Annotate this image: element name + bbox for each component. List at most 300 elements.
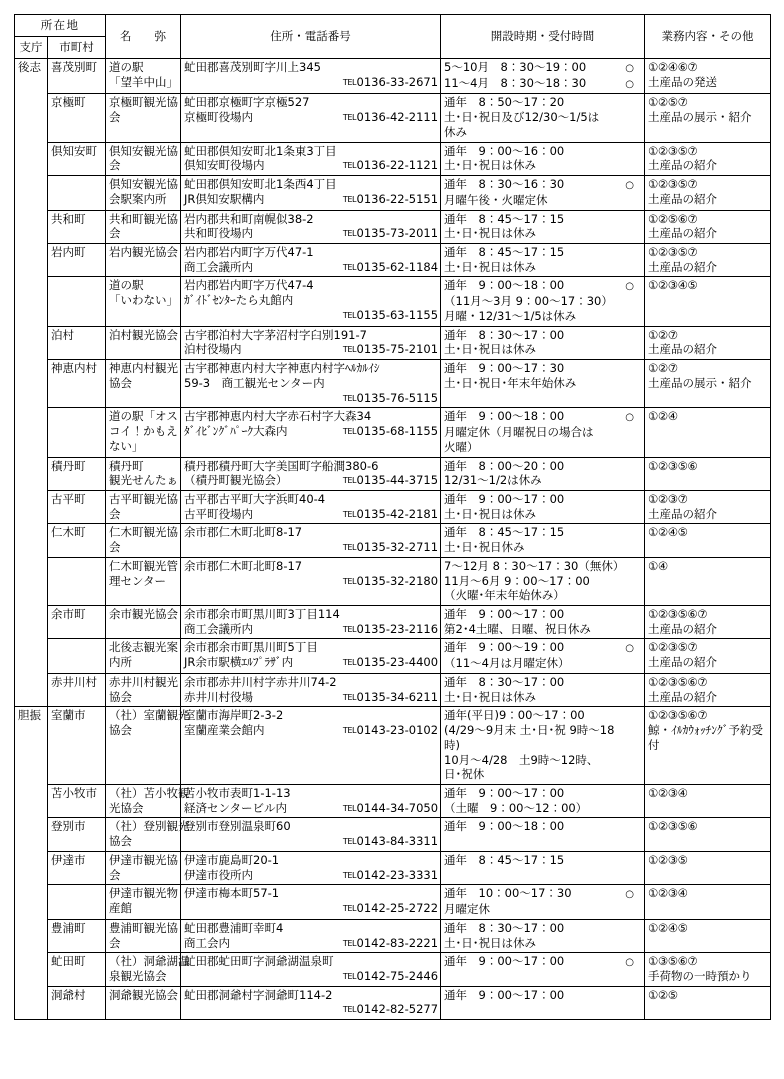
hours-line xyxy=(444,473,642,488)
service-code-marks: ①②④ xyxy=(648,409,678,424)
hours-line xyxy=(444,753,642,768)
address-text: 伊達市鹿島町20-1 xyxy=(184,852,280,867)
table-row xyxy=(15,707,771,785)
cell-facility-name xyxy=(106,94,181,142)
header-services: 業務内容・その他 xyxy=(645,15,771,59)
hours-line xyxy=(444,125,642,140)
telephone-icon: TEL xyxy=(342,194,357,204)
address-line xyxy=(184,278,438,293)
address-text: JR倶知安駅構内 xyxy=(184,191,265,206)
cell-city: 喜茂別町 xyxy=(48,58,106,94)
service-note: 土産品の紹介 xyxy=(648,259,718,274)
service-note: 土産品の紹介 xyxy=(648,506,718,521)
cell-facility-name xyxy=(106,277,181,326)
phone-number: TEL0135-76-5115 xyxy=(342,390,439,405)
address-line xyxy=(184,640,438,655)
address-line xyxy=(184,675,438,690)
telephone-icon: TEL xyxy=(342,77,357,87)
address-text: 泊村役場内 xyxy=(184,342,242,357)
hours-line xyxy=(444,425,642,440)
address-line xyxy=(184,245,438,260)
hours-text: 通年(平日)9：00～17：00 xyxy=(444,708,585,723)
service-code-marks: ①②③⑤⑥⑦ xyxy=(648,674,708,689)
hours-line xyxy=(444,328,642,343)
phone-number: TEL0135-73-2011 xyxy=(342,226,439,241)
hours-line xyxy=(444,409,642,425)
hours-line xyxy=(444,226,642,241)
cell-facility-name xyxy=(106,639,181,674)
hours-text: 土･日･祝日休み xyxy=(444,540,525,555)
cell-hours xyxy=(441,94,645,142)
service-code-marks: ①④ xyxy=(648,558,668,573)
cell-services xyxy=(645,639,771,674)
address-line xyxy=(184,901,438,916)
cell-hours xyxy=(441,707,645,785)
table-row xyxy=(15,326,771,359)
phone-number: TEL0135-62-1184 xyxy=(342,259,439,274)
hours-text: 土･日･祝日は休み xyxy=(444,259,537,274)
address-line xyxy=(184,690,438,705)
address-text: 室蘭市海岸町2-3-2 xyxy=(184,708,284,723)
cell-address xyxy=(181,986,441,1019)
telephone-icon: TEL xyxy=(342,262,357,272)
cell-address xyxy=(181,784,441,817)
cell-facility-name xyxy=(106,360,181,408)
telephone-icon: TEL xyxy=(342,113,357,123)
address-line xyxy=(184,60,438,75)
cell-address xyxy=(181,210,441,243)
cell-address xyxy=(181,851,441,884)
address-line xyxy=(184,574,438,589)
cell-services xyxy=(645,784,771,817)
table-row xyxy=(15,986,771,1019)
header-address: 住所・電話番号 xyxy=(181,15,441,59)
table-row xyxy=(15,142,771,175)
table-row xyxy=(15,210,771,243)
service-code-marks: ①②③⑤⑦ xyxy=(648,245,698,260)
cell-services xyxy=(645,210,771,243)
hours-line xyxy=(444,738,642,753)
service-code-marks: ①②③⑤⑦ xyxy=(648,143,698,158)
facility-name-line: 協会 xyxy=(109,375,133,390)
hours-text: 11月～6月 9：00～17：00 xyxy=(444,573,590,588)
table-row xyxy=(15,244,771,277)
facility-name-line: 会 xyxy=(109,935,121,950)
cell-hours xyxy=(441,851,645,884)
header-shicho: 支庁 xyxy=(15,36,48,58)
cell-address xyxy=(181,142,441,175)
cell-city: 苫小牧市 xyxy=(48,784,106,817)
address-line xyxy=(184,110,438,125)
header-row-top xyxy=(15,15,771,37)
address-line xyxy=(184,708,438,723)
cell-services xyxy=(645,58,771,94)
address-line xyxy=(184,954,438,969)
cell-hours xyxy=(441,244,645,277)
telephone-icon: TEL xyxy=(342,393,357,403)
service-note: 土産品の紹介 xyxy=(648,689,718,704)
address-text: 古宇郡神恵内村大字神恵内村字ﾍﾙｶﾙｲｼ xyxy=(184,361,380,376)
hours-text: 10月～4/28 土9時～12時、 xyxy=(444,752,599,767)
address-text: 商工会議所内 xyxy=(184,259,254,274)
table-row xyxy=(15,360,771,408)
hours-line xyxy=(444,767,642,782)
address-text: ｶﾞｲﾄﾞｾﾝﾀｰたら丸館内 xyxy=(184,293,294,308)
hours-line xyxy=(444,60,642,76)
hours-text: 通年 8：30～17：00 xyxy=(444,327,565,342)
cell-address xyxy=(181,360,441,408)
phone-number: TEL0142-75-2446 xyxy=(342,968,439,983)
cell-facility-name xyxy=(106,142,181,175)
address-line xyxy=(184,936,438,951)
cell-facility-name xyxy=(106,818,190,851)
address-text: 虻田郡豊浦町幸町4 xyxy=(184,920,284,935)
facility-name-line: 神恵内村観光 xyxy=(109,361,179,376)
hours-text: 通年 9：00～17：30 xyxy=(444,361,565,376)
table-row xyxy=(15,457,771,490)
cell-city: 神恵内村 xyxy=(48,360,106,408)
hours-line xyxy=(444,640,642,656)
service-note: 手荷物の一時預かり xyxy=(648,968,752,983)
facility-name-line: （社）洞爺湖温 xyxy=(109,954,190,969)
cell-city: 積丹町 xyxy=(48,457,106,490)
service-code-marks: ①②⑦ xyxy=(648,327,678,342)
table-row xyxy=(15,490,771,523)
hours-line xyxy=(444,260,642,275)
service-note: 土産品の紹介 xyxy=(648,158,718,173)
phone-number: TEL0142-25-2722 xyxy=(342,901,439,915)
hours-text: 通年 9：00～16：00 xyxy=(444,143,565,158)
facility-name-line: 観光せんたぁ xyxy=(109,473,179,488)
address-text: 余市郡赤井川村字赤井川74-2 xyxy=(184,674,337,689)
address-line xyxy=(184,868,438,883)
facility-name-line: 伊達市観光物 xyxy=(109,886,179,901)
address-text: 赤井川村役場 xyxy=(184,689,254,704)
cell-hours xyxy=(441,277,645,326)
address-text: 余市郡仁木町北町8-17 xyxy=(184,525,303,540)
facility-name-line: 道の駅 xyxy=(109,59,144,74)
address-line xyxy=(184,1002,438,1017)
hours-text: 通年 8：30～17：00 xyxy=(444,920,565,935)
phone-number: TEL0136-33-2671 xyxy=(342,74,439,89)
cell-facility-name xyxy=(106,210,181,243)
address-line xyxy=(184,409,438,424)
cell-hours xyxy=(441,524,645,557)
telephone-icon: TEL xyxy=(342,904,357,914)
telephone-icon: TEL xyxy=(342,543,357,553)
cell-services xyxy=(645,326,771,359)
hours-line xyxy=(444,723,642,738)
table-row xyxy=(15,176,771,211)
cell-hours xyxy=(441,986,645,1019)
address-text: 伊達市役所内 xyxy=(184,867,254,882)
service-note: 土産品の展示・紹介 xyxy=(648,375,752,390)
hours-line xyxy=(444,921,642,936)
cell-services xyxy=(645,408,771,457)
cell-address xyxy=(181,818,441,851)
hours-text: 月曜定休 xyxy=(444,902,491,917)
cell-services xyxy=(645,457,771,490)
phone-number: TEL0136-22-1121 xyxy=(342,158,439,173)
address-line xyxy=(184,342,438,357)
service-code-marks: ①②④⑤ xyxy=(648,920,688,935)
cell-hours xyxy=(441,210,645,243)
service-code-marks: ①②⑦ xyxy=(648,361,678,376)
hours-text: 火曜） xyxy=(444,439,479,454)
cell-hours xyxy=(441,885,645,920)
hours-text: 通年 8：50～17：20 xyxy=(444,95,565,110)
address-line xyxy=(184,492,438,507)
cell-services xyxy=(645,524,771,557)
cell-city: 倶知安町 xyxy=(48,142,106,175)
cell-hours xyxy=(441,605,645,638)
cell-address xyxy=(181,58,441,94)
address-line xyxy=(184,473,438,488)
cell-address xyxy=(181,176,441,211)
address-line xyxy=(184,559,438,574)
cell-address xyxy=(181,885,441,920)
hours-text: 通年 8：30～16：30 xyxy=(444,177,565,192)
service-code-marks: ①②③⑤⑥⑦ xyxy=(648,708,708,723)
cell-address xyxy=(181,639,441,674)
cell-services xyxy=(645,142,771,175)
cell-services xyxy=(645,953,771,986)
hours-line xyxy=(444,886,642,902)
hours-line xyxy=(444,294,642,309)
table-row xyxy=(15,851,771,884)
phone-number: TEL0135-23-4400 xyxy=(342,655,439,670)
cell-address xyxy=(181,557,441,605)
hours-line xyxy=(444,675,642,690)
telephone-icon: TEL xyxy=(342,972,357,981)
cell-city: 古平町 xyxy=(48,490,106,523)
hours-line xyxy=(444,656,642,671)
hours-text: 5～10月 8：30～19：00 xyxy=(444,59,587,74)
phone-number: TEL0135-68-1155 xyxy=(342,424,439,438)
cell-hours xyxy=(441,639,645,674)
telephone-icon: TEL xyxy=(342,1005,357,1015)
facility-name-line: 内所 xyxy=(109,655,133,670)
cell-city: 豊浦町 xyxy=(48,919,106,952)
address-line xyxy=(184,424,438,439)
cell-address xyxy=(181,244,441,277)
hours-line xyxy=(444,819,642,834)
service-code-marks: ①②③④ xyxy=(648,785,688,800)
cell-services xyxy=(645,360,771,408)
address-line xyxy=(184,95,438,110)
cell-address xyxy=(181,605,441,638)
phone-number: TEL0136-22-5151 xyxy=(342,191,439,206)
hours-text: 土･日･祝日は休み xyxy=(444,935,537,950)
hours-text: 土･日･祝日は休み xyxy=(444,506,537,521)
cell-services xyxy=(645,885,771,920)
address-text: 共和町役場内 xyxy=(184,226,254,241)
service-code-marks: ①②⑤⑥⑦ xyxy=(648,211,698,226)
cell-address xyxy=(181,673,441,706)
hours-text: 通年 9：00～18：00 xyxy=(444,278,565,293)
address-line xyxy=(184,507,438,522)
facility-name-line: 倶知安観光協 xyxy=(109,143,179,158)
cell-facility-name xyxy=(106,244,181,277)
telephone-icon: TEL xyxy=(342,692,357,702)
address-line xyxy=(184,192,438,207)
hours-line xyxy=(444,540,642,555)
facility-name-line: 泉観光協会 xyxy=(109,968,167,983)
cell-address xyxy=(181,94,441,142)
cell-facility-name xyxy=(106,885,181,920)
cell-facility-name xyxy=(106,784,190,817)
telephone-icon: TEL xyxy=(342,837,357,847)
cell-facility-name xyxy=(106,58,181,94)
telephone-icon: TEL xyxy=(342,310,357,320)
hours-text: 土･日･祝日及び12/30～1/5は xyxy=(444,110,600,125)
hours-line xyxy=(444,212,642,227)
hours-line xyxy=(444,492,642,507)
header-hours: 開設時期・受付時間 xyxy=(441,15,645,59)
cell-hours xyxy=(441,176,645,211)
cell-city: 京極町 xyxy=(48,94,106,142)
cell-address xyxy=(181,524,441,557)
facility-name-line: コイ！かもえ xyxy=(109,424,178,438)
service-note: 鯨・ｲﾙｶｳｫｯﾁﾝｸﾞ予約受付 xyxy=(648,723,764,752)
service-note: 土産品の紹介 xyxy=(648,191,718,206)
phone-number: TEL0135-63-1155 xyxy=(342,307,439,322)
hours-line xyxy=(444,708,642,723)
document-page xyxy=(0,14,784,1079)
cell-city: 泊村 xyxy=(48,326,106,359)
hours-line xyxy=(444,278,642,294)
hours-text: 月曜・12/31～1/5は休み xyxy=(444,308,577,323)
address-text: 倶知安町役場内 xyxy=(184,158,265,173)
cell-hours xyxy=(441,673,645,706)
hours-line xyxy=(444,988,642,1003)
facility-name-line: 仁木町観光管 xyxy=(109,558,179,573)
hours-text: 通年 8：45～17：15 xyxy=(444,211,565,226)
hours-line xyxy=(444,622,642,637)
cell-services xyxy=(645,919,771,952)
hours-text: 通年 9：00～18：00 xyxy=(444,819,565,834)
tourist-information-table xyxy=(14,14,771,1020)
cell-facility-name xyxy=(106,457,181,490)
cell-facility-name xyxy=(106,673,181,706)
service-note: 土産品の発送 xyxy=(648,74,718,89)
address-line xyxy=(184,525,438,540)
hours-line xyxy=(444,342,642,357)
hours-line xyxy=(444,507,642,522)
cell-address xyxy=(181,277,441,326)
cell-city: 伊達市 xyxy=(48,851,106,884)
header-city: 市町村 xyxy=(48,36,106,58)
facility-name-line: 豊浦町観光協 xyxy=(109,920,179,935)
facility-name-line: 会 xyxy=(109,540,121,555)
phone-number: TEL0135-32-2711 xyxy=(342,540,439,555)
hours-text: （11～4月は月曜定休） xyxy=(444,656,570,671)
hours-text: 通年 9：00～17：00 xyxy=(444,954,565,969)
phone-number: TEL0136-42-2111 xyxy=(342,110,439,125)
hours-line xyxy=(444,853,642,868)
cell-facility-name xyxy=(106,953,190,986)
table-row xyxy=(15,639,771,674)
cell-services xyxy=(645,490,771,523)
hours-text: 通年 8：45～17：15 xyxy=(444,245,565,260)
address-text: 苫小牧市表町1-1-13 xyxy=(184,785,291,800)
service-note: 土産品の紹介 xyxy=(648,655,718,670)
hours-text: （11月～3月 9：00～17：30） xyxy=(444,294,613,309)
address-text: 虻田郡倶知安町北1条西4丁目 xyxy=(184,177,337,192)
address-line xyxy=(184,226,438,241)
address-text: 余市郡余市町黒川町5丁目 xyxy=(184,640,318,655)
address-line xyxy=(184,177,438,192)
facility-name-line: 洞爺観光協会 xyxy=(109,987,179,1002)
cell-hours xyxy=(441,360,645,408)
hours-line xyxy=(444,193,642,208)
address-text: 商工会議所内 xyxy=(184,621,254,636)
hours-text: 通年 9：00～19：00 xyxy=(444,640,565,655)
cell-address xyxy=(181,326,441,359)
hours-line xyxy=(444,588,642,603)
cell-facility-name xyxy=(106,919,181,952)
hours-line xyxy=(444,559,642,574)
facility-name-line: 協会 xyxy=(109,834,133,849)
hours-line xyxy=(444,459,642,474)
hours-line xyxy=(444,440,642,455)
address-line xyxy=(184,886,438,901)
facility-name-line: 倶知安観光協 xyxy=(109,177,179,192)
hours-text: 11～4月 8：30～18：30 xyxy=(444,75,587,90)
cell-services xyxy=(645,557,771,605)
cell-hours xyxy=(441,919,645,952)
facility-name-line: （社）登別観光 xyxy=(109,819,190,834)
telephone-icon: TEL xyxy=(342,870,357,880)
service-note: 土産品の紹介 xyxy=(648,226,718,241)
address-text: 室蘭産業会館内 xyxy=(184,723,265,738)
phone-number: TEL0135-23-2116 xyxy=(342,621,439,636)
header-name: 名 弥 xyxy=(106,15,181,59)
table-row xyxy=(15,408,771,457)
table-row xyxy=(15,277,771,326)
address-text: 登別市登別温泉町60 xyxy=(184,819,291,834)
hours-text: 通年 8：45～17：15 xyxy=(444,525,565,540)
address-line xyxy=(184,308,438,323)
hours-text: 月曜定休（月曜祝日の場合は xyxy=(444,425,594,440)
service-code-marks: ①②③⑤⑥⑦ xyxy=(648,606,708,621)
facility-name-line: 赤井川村観光 xyxy=(109,674,179,689)
cell-hours xyxy=(441,557,645,605)
address-text: 古宇郡泊村大字茅沼村字臼別191-7 xyxy=(184,327,367,342)
cell-services xyxy=(645,673,771,706)
telephone-icon: TEL xyxy=(342,658,357,668)
table-row xyxy=(15,953,771,986)
table-row xyxy=(15,94,771,142)
address-text: 経済センタービル内 xyxy=(184,800,288,815)
facility-name-line: （社）苫小牧観 xyxy=(109,785,190,800)
hours-text: 土･日･祝日は休み xyxy=(444,158,537,173)
address-line xyxy=(184,540,438,555)
service-code-marks: ①②③⑤ xyxy=(648,852,688,867)
address-text: 京極町役場内 xyxy=(184,110,254,125)
service-code-marks: ①②⑤⑦ xyxy=(648,95,688,110)
facility-name-line: 伊達市観光協 xyxy=(109,852,179,867)
hours-line xyxy=(444,144,642,159)
cell-city: 赤井川村 xyxy=(48,673,106,706)
cell-city: 虻田町 xyxy=(48,953,106,986)
address-text: 虻田郡喜茂別町字川上345 xyxy=(184,59,321,74)
cell-city: 共和町 xyxy=(48,210,106,243)
facility-name-line: 協会 xyxy=(109,689,133,704)
hours-text: 通年 8：30～17：00 xyxy=(444,674,565,689)
cell-services xyxy=(645,818,771,851)
table-header xyxy=(15,15,771,59)
